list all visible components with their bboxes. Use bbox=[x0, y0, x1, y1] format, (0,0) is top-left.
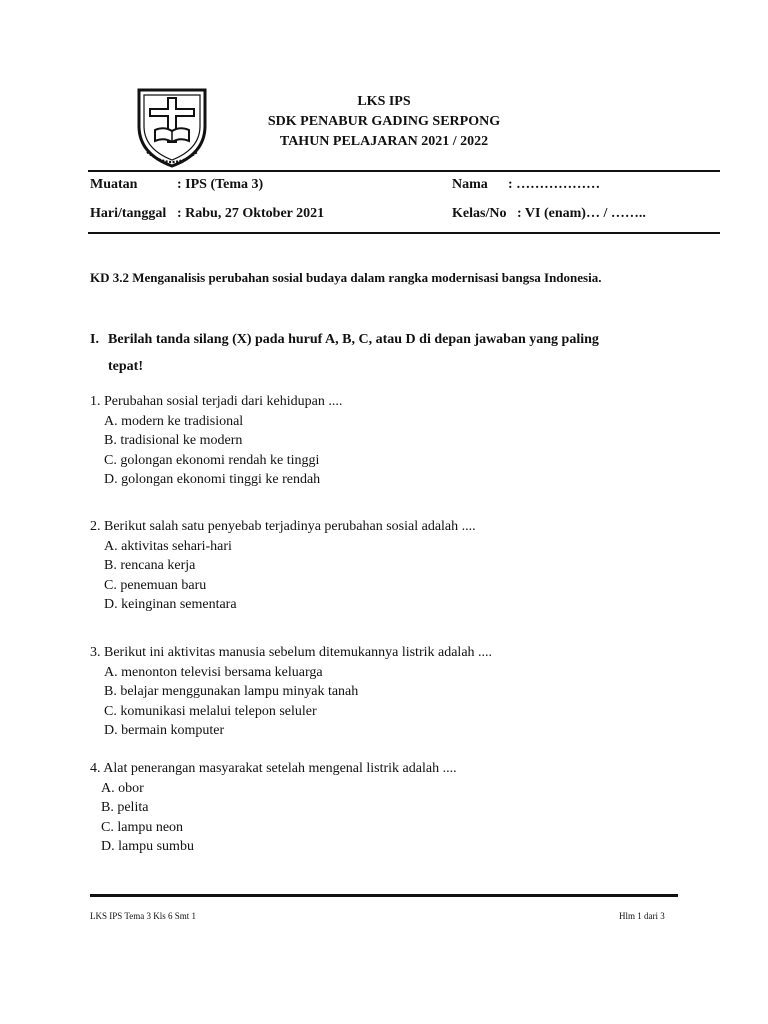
option-d[interactable]: D. keinginan sementara bbox=[104, 597, 237, 612]
option-d[interactable]: D. golongan ekonomi tinggi ke rendah bbox=[104, 472, 321, 487]
question-stem: 4. Alat penerangan masyarakat setelah mengenal listrik adalah .... bbox=[90, 761, 457, 776]
option-c[interactable]: C. lampu neon bbox=[101, 819, 184, 835]
question-1 bbox=[90, 392, 342, 490]
muatan-value: : IPS (Tema 3) bbox=[177, 177, 264, 192]
academic-year: TAHUN PELAJARAN 2021 / 2022 bbox=[279, 134, 489, 149]
competency-statement: KD 3.2 Menganalisis perubahan sosial budaya dalam rangka modernisasi bangsa Indonesia. bbox=[90, 270, 602, 285]
page-number: Hlm 1 dari 3 bbox=[619, 911, 665, 921]
footer-left: LKS IPS Tema 3 Kls 6 Smt 1 bbox=[90, 911, 196, 921]
question-stem: 1. Perubahan sosial terjadi dari kehidupan .... bbox=[90, 394, 343, 409]
option-c[interactable]: C. komunikasi melalui telepon seluler bbox=[104, 703, 317, 719]
muatan-label: Muatan bbox=[90, 177, 138, 192]
question-3 bbox=[90, 643, 492, 741]
option-c[interactable]: C. golongan ekonomi rendah ke tinggi bbox=[104, 452, 320, 468]
instruction-line-1: Berilah tanda silang (X) pada huruf A, B, C, atau D di depan jawaban yang paling bbox=[108, 332, 599, 347]
question-2 bbox=[90, 517, 476, 615]
kelas-field[interactable]: : VI (enam)… / …….. bbox=[517, 206, 646, 221]
kelas-label: Kelas/No bbox=[452, 206, 507, 221]
option-a[interactable]: A. obor bbox=[101, 780, 144, 796]
section-number: I. bbox=[90, 332, 99, 347]
header-divider-bottom bbox=[88, 232, 720, 234]
option-b[interactable]: B. rencana kerja bbox=[104, 558, 196, 573]
option-a[interactable]: A. modern ke tradisional bbox=[104, 413, 244, 429]
instruction-line-2: tepat! bbox=[108, 359, 143, 374]
option-a[interactable]: A. aktivitas sehari-hari bbox=[104, 538, 232, 554]
document-title: LKS IPS bbox=[357, 94, 411, 109]
option-d[interactable]: D. bermain komputer bbox=[104, 723, 225, 738]
nama-field[interactable]: : ……………… bbox=[508, 177, 601, 192]
question-4 bbox=[90, 759, 457, 857]
header-divider-top bbox=[88, 170, 720, 172]
option-a[interactable]: A. menonton televisi bersama keluarga bbox=[104, 664, 323, 680]
hari-value: : Rabu, 27 Oktober 2021 bbox=[177, 206, 325, 221]
option-b[interactable]: B. pelita bbox=[101, 800, 149, 815]
question-stem: 3. Berikut ini aktivitas manusia sebelum ditemukannya listrik adalah .... bbox=[90, 645, 493, 660]
option-b[interactable]: B. tradisional ke modern bbox=[104, 433, 243, 448]
nama-label: Nama bbox=[452, 177, 488, 192]
option-b[interactable]: B. belajar menggunakan lampu minyak tanah bbox=[104, 684, 359, 699]
option-c[interactable]: C. penemuan baru bbox=[104, 577, 207, 593]
question-stem: 2. Berikut salah satu penyebab terjadinya perubahan sosial adalah .... bbox=[90, 519, 476, 534]
hari-label: Hari/tanggal bbox=[90, 206, 167, 221]
school-name: SDK PENABUR GADING SERPONG bbox=[267, 114, 501, 129]
footer-divider bbox=[90, 894, 678, 897]
option-d[interactable]: D. lampu sumbu bbox=[101, 839, 194, 854]
section-instruction bbox=[90, 326, 660, 380]
